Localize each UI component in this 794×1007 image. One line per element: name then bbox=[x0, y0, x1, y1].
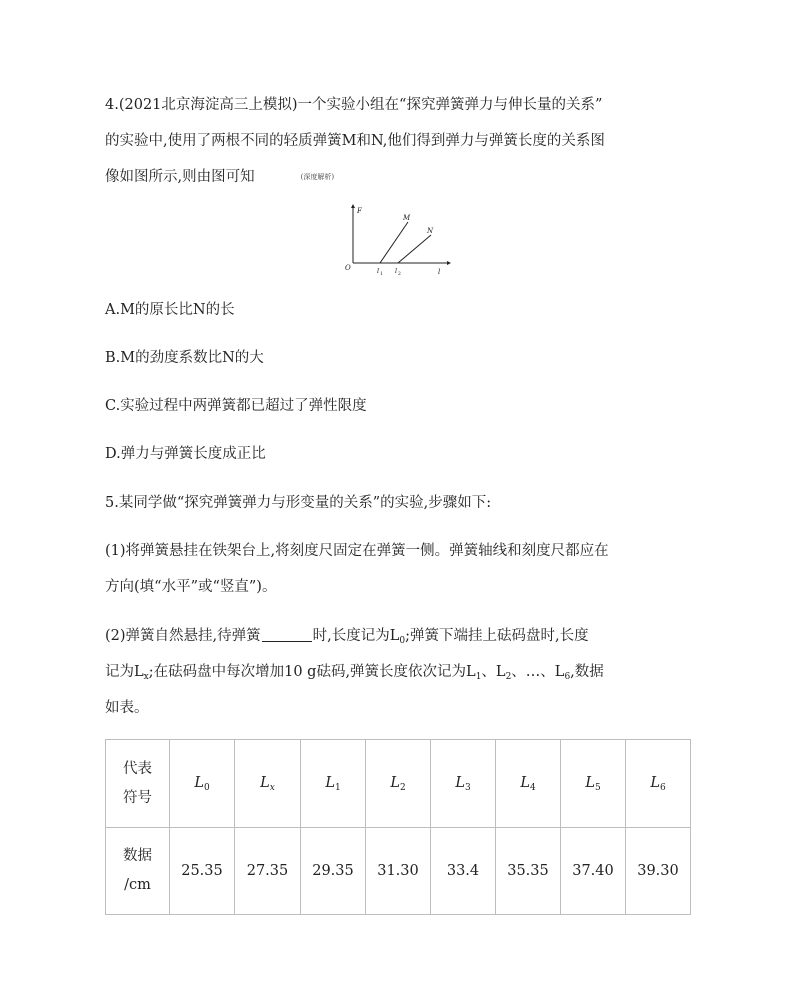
symbol-header-line-2: 符号 bbox=[123, 789, 152, 806]
symbol-base: L bbox=[260, 774, 270, 791]
l2-label: l bbox=[395, 267, 398, 275]
q5-step2-text-b: 时,长度记为L bbox=[312, 628, 400, 644]
q5-intro: 5.某同学做“探究弹簧弹力与形变量的关系”的实验,步骤如下: bbox=[105, 495, 492, 511]
force-length-graph bbox=[342, 203, 452, 281]
q4-line-3 bbox=[105, 167, 334, 189]
q5-step2-line-1 bbox=[105, 626, 589, 651]
value-cell: 37.40 bbox=[561, 828, 626, 915]
symbol-cell bbox=[496, 740, 561, 828]
q5-step2-line2-e: ,数据 bbox=[570, 664, 604, 680]
q5-step2-line-2 bbox=[105, 662, 604, 687]
symbol-cell bbox=[301, 740, 366, 828]
symbol-sub: 5 bbox=[594, 782, 601, 793]
value-cell: 33.4 bbox=[431, 828, 496, 915]
n-label: N bbox=[427, 227, 434, 235]
symbol-cell bbox=[235, 740, 301, 828]
symbol-sub: 4 bbox=[529, 782, 536, 793]
value-cell: 39.30 bbox=[626, 828, 691, 915]
l-axis-arrow bbox=[447, 261, 451, 265]
symbol-header-line-1: 代表 bbox=[123, 760, 152, 777]
l2-subscript: 2 bbox=[398, 272, 401, 277]
q5-step2-line2-sub-6: 6 bbox=[564, 672, 571, 682]
symbol-base: L bbox=[585, 774, 595, 791]
symbol-sub: 3 bbox=[464, 782, 471, 793]
q5-step2-text-a: (2)弹簧自然悬挂,待弹簧 bbox=[105, 628, 261, 644]
symbol-header-cell bbox=[106, 740, 170, 828]
l-label: l bbox=[438, 268, 441, 276]
symbol-cell bbox=[366, 740, 431, 828]
value-cell: 27.35 bbox=[235, 828, 301, 915]
q5-step2-line2-sub-x: x bbox=[143, 672, 149, 682]
value-cell: 25.35 bbox=[170, 828, 235, 915]
l1-subscript: 1 bbox=[380, 272, 383, 277]
symbol-row bbox=[106, 740, 691, 828]
line-m bbox=[380, 222, 408, 263]
value-header-line-2: /cm bbox=[124, 877, 151, 893]
q5-step2-line2-c: 、L bbox=[481, 664, 506, 680]
symbol-sub: 6 bbox=[659, 782, 666, 793]
value-header-line-1: 数据 bbox=[123, 848, 152, 864]
value-cell: 31.30 bbox=[366, 828, 431, 915]
value-cell: 35.35 bbox=[496, 828, 561, 915]
q4-line-3-text: 像如图所示,则由图可知 bbox=[105, 169, 255, 185]
value-row bbox=[106, 828, 691, 915]
data-table bbox=[105, 739, 691, 915]
q5-step2-line2-b: ;在砝码盘中每次增加10 g砝码,弹簧长度依次记为L bbox=[148, 664, 476, 680]
q5-step2-line2-sub-1: 1 bbox=[475, 672, 482, 682]
q5-step2-text-c: ;弹簧下端挂上砝码盘时,长度 bbox=[405, 628, 589, 644]
symbol-cell bbox=[170, 740, 235, 828]
value-header-cell bbox=[106, 828, 170, 915]
symbol-base: L bbox=[650, 774, 660, 791]
q4-option-a: A.M的原长比N的长 bbox=[105, 302, 235, 318]
q5-step2-line-3: 如表。 bbox=[105, 700, 149, 716]
symbol-cell bbox=[626, 740, 691, 828]
analysis-tag: (深度解析) bbox=[300, 173, 335, 181]
q5-step1-line-1: (1)将弹簧悬挂在铁架台上,将刻度尺固定在弹簧一侧。弹簧轴线和刻度尺都应在 bbox=[105, 543, 609, 559]
f-label: F bbox=[357, 207, 362, 215]
q4-line-2: 的实验中,使用了两根不同的轻质弹簧M和N,他们得到弹力与弹簧长度的关系图 bbox=[105, 133, 605, 149]
symbol-cell bbox=[431, 740, 496, 828]
answer-blank[interactable] bbox=[262, 627, 312, 642]
value-cell: 29.35 bbox=[301, 828, 366, 915]
symbol-base: L bbox=[455, 774, 465, 791]
q4-option-d: D.弹力与弹簧长度成正比 bbox=[105, 446, 266, 462]
q5-step2-line2-sub-2: 2 bbox=[505, 672, 512, 682]
q4-option-b: B.M的劲度系数比N的大 bbox=[105, 350, 264, 366]
q5-step1-line-2: 方向(填“水平”或“竖直”)。 bbox=[105, 579, 277, 595]
symbol-cell bbox=[561, 740, 626, 828]
symbol-base: L bbox=[390, 774, 400, 791]
symbol-sub: 1 bbox=[334, 782, 341, 793]
f-axis-arrow bbox=[351, 204, 355, 208]
symbol-sub: 0 bbox=[203, 782, 210, 793]
origin-label: O bbox=[345, 264, 351, 272]
q4-line-1: 4.(2021北京海淀高三上模拟)一个实验小组在“探究弹簧弹力与伸长量的关系” bbox=[105, 97, 603, 113]
l1-label: l bbox=[377, 267, 380, 275]
line-n bbox=[398, 235, 431, 263]
m-label: M bbox=[403, 214, 411, 222]
symbol-sub: 2 bbox=[399, 782, 406, 793]
symbol-base: L bbox=[194, 774, 204, 791]
q5-step2-line2-a: 记为L bbox=[105, 664, 144, 680]
q5-step2-line2-d: 、…、L bbox=[511, 664, 565, 680]
symbol-sub: x bbox=[269, 782, 275, 793]
q4-option-c: C.实验过程中两弹簧都已超过了弹性限度 bbox=[105, 398, 367, 414]
symbol-base: L bbox=[325, 774, 335, 791]
symbol-base: L bbox=[520, 774, 530, 791]
q5-step2-sub-0: 0 bbox=[399, 636, 406, 646]
